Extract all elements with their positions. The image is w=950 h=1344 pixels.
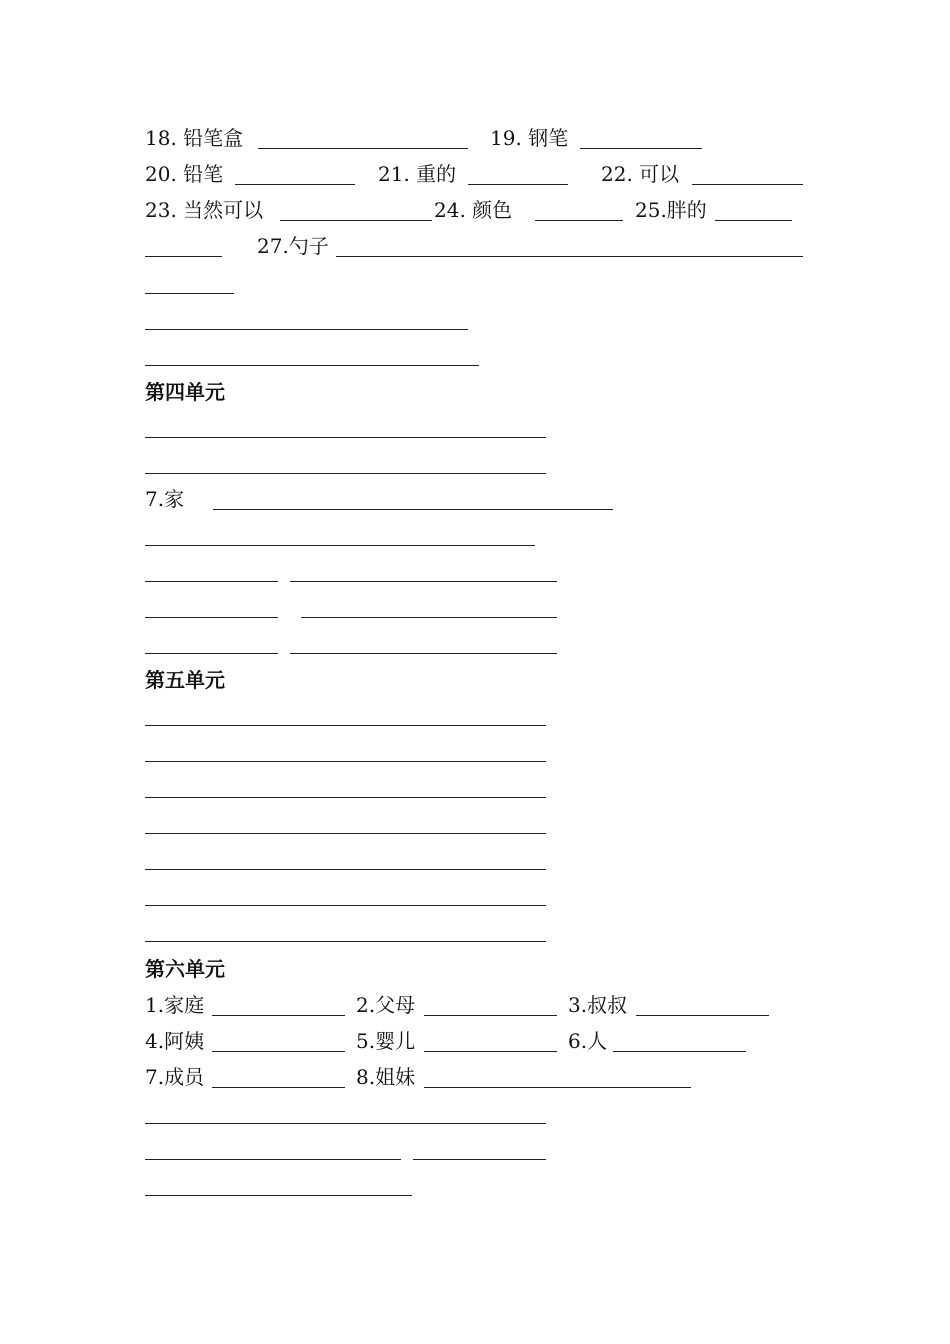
item-label: 25.胖的	[635, 198, 707, 222]
answer-blank[interactable]	[301, 617, 557, 618]
item-label: 5.婴儿	[356, 1029, 416, 1053]
section-heading: 第五单元	[145, 668, 225, 692]
answer-blank[interactable]	[145, 1159, 401, 1160]
item-label: 7.家	[145, 487, 185, 511]
answer-blank[interactable]	[336, 256, 803, 257]
item-label: 18. 铅笔盒	[145, 126, 244, 150]
answer-blank[interactable]	[145, 941, 546, 942]
answer-blank[interactable]	[145, 365, 479, 366]
answer-blank[interactable]	[468, 184, 568, 185]
answer-blank[interactable]	[145, 653, 278, 654]
item-label: 8.姐妹	[356, 1065, 416, 1089]
answer-blank[interactable]	[580, 148, 702, 149]
item-label: 19. 钢笔	[490, 126, 569, 150]
item-label: 21. 重的	[378, 162, 457, 186]
answer-blank[interactable]	[145, 473, 546, 474]
answer-blank[interactable]	[145, 617, 278, 618]
item-label: 4.阿姨	[145, 1029, 205, 1053]
item-label: 22. 可以	[601, 162, 680, 186]
answer-blank[interactable]	[145, 833, 546, 834]
item-label: 1.家庭	[145, 993, 205, 1017]
answer-blank[interactable]	[636, 1015, 769, 1016]
answer-blank[interactable]	[280, 220, 432, 221]
answer-blank[interactable]	[145, 797, 546, 798]
section-heading: 第四单元	[145, 380, 225, 404]
answer-blank[interactable]	[145, 329, 468, 330]
item-label: 20. 铅笔	[145, 162, 224, 186]
answer-blank[interactable]	[290, 653, 557, 654]
item-label: 6.人	[568, 1029, 608, 1053]
answer-blank[interactable]	[145, 1123, 546, 1124]
answer-blank[interactable]	[290, 581, 557, 582]
answer-blank[interactable]	[145, 437, 546, 438]
answer-blank[interactable]	[212, 1015, 345, 1016]
item-label: 27.勺子	[257, 234, 329, 258]
item-label: 24. 颜色	[434, 198, 513, 222]
item-label: 23. 当然可以	[145, 198, 264, 222]
answer-blank[interactable]	[145, 293, 234, 294]
item-label: 2.父母	[356, 993, 416, 1017]
answer-blank[interactable]	[715, 220, 792, 221]
answer-blank[interactable]	[145, 545, 535, 546]
item-label: 7.成员	[145, 1065, 205, 1089]
answer-blank[interactable]	[145, 581, 278, 582]
answer-blank[interactable]	[145, 761, 546, 762]
item-label: 3.叔叔	[568, 993, 628, 1017]
answer-blank[interactable]	[258, 148, 468, 149]
answer-blank[interactable]	[213, 509, 613, 510]
answer-blank[interactable]	[212, 1051, 345, 1052]
answer-blank[interactable]	[235, 184, 355, 185]
answer-blank[interactable]	[145, 869, 546, 870]
answer-blank[interactable]	[145, 256, 222, 257]
answer-blank[interactable]	[613, 1051, 746, 1052]
answer-blank[interactable]	[212, 1087, 345, 1088]
answer-blank[interactable]	[535, 220, 623, 221]
section-heading: 第六单元	[145, 957, 225, 981]
answer-blank[interactable]	[413, 1159, 546, 1160]
answer-blank[interactable]	[145, 725, 546, 726]
answer-blank[interactable]	[145, 1195, 412, 1196]
answer-blank[interactable]	[145, 905, 546, 906]
answer-blank[interactable]	[424, 1051, 557, 1052]
answer-blank[interactable]	[424, 1015, 557, 1016]
answer-blank[interactable]	[424, 1087, 691, 1088]
answer-blank[interactable]	[692, 184, 803, 185]
